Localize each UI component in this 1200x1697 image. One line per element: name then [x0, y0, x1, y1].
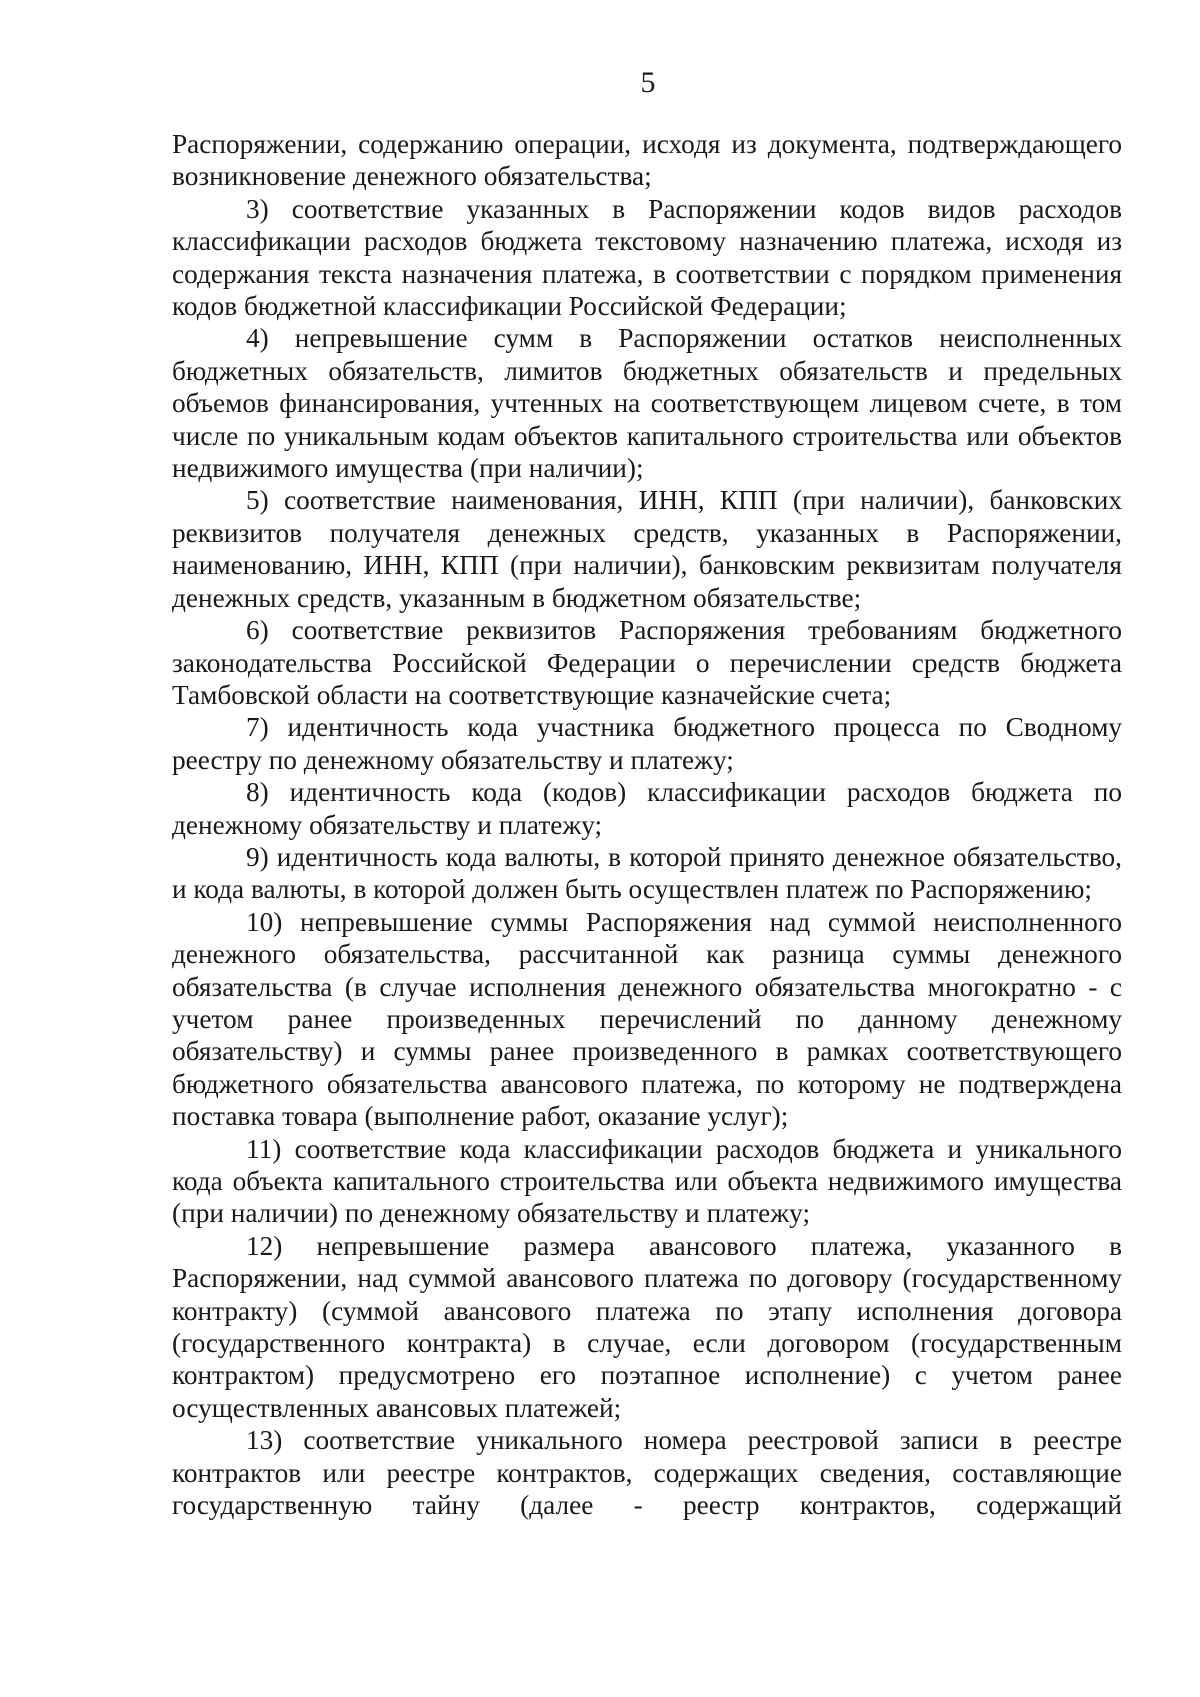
list-item-10: 10) непревышение суммы Распоряжения над суммой неисполненного денежного обязательства, рассчитанной как разница суммы денежного обязательства (в случае исполнения денежного обязательства многократно - с учетом ранее произведенных перечислений по данному денежному обязательству) и суммы ранее произведенного в рамках соответствующего бюджетного обязательства авансового платежа, по которому не подтверждена поставка товара (выполнение работ, оказание услуг);	[172, 906, 1122, 1132]
list-item-12: 12) непревышение размера авансового платежа, указанного в Распоряжении, над суммой авансового платежа по договору (государственному контракту) (суммой авансового платежа по этапу исполнения договора (государственного контракта) в случае, если договором (государственным контрактом) предусмотрено его поэтапное исполнение) с учетом ранее осуществленных авансовых платежей;	[172, 1230, 1122, 1423]
list-item-4: 4) непревышение сумм в Распоряжении остатков неисполненных бюджетных обязательств, лимитов бюджетных обязательств и предельных объемов финансирования, учтенных на соответствующем лицевом счете, в том числе по уникальным кодам объектов капитального строительства или объектов недвижимого имущества (при наличии);	[172, 323, 1122, 484]
list-item-5: 5) соответствие наименования, ИНН, КПП (при наличии), банковских реквизитов получателя денежных средств, указанных в Распоряжении, наименованию, ИНН, КПП (при наличии), банковским реквизитам получателя денежных средств, указанным в бюджетном обязательстве;	[172, 485, 1122, 613]
paragraph-continuation: Распоряжении, содержанию операции, исходя из документа, подтверждающего возникновение денежного обязательства;	[172, 129, 1122, 192]
page-number: 5	[640, 66, 656, 99]
list-item-11: 11) соответствие кода классификации расходов бюджета и уникального кода объекта капитального строительства или объекта недвижимого имущества (при наличии) по денежному обязательству и платежу;	[172, 1133, 1122, 1229]
list-item-6: 6) соответствие реквизитов Распоряжения требованиям бюджетного законодательства Российской Федерации о перечислении средств бюджета Тамбовской области на соответствующие казначейские счета;	[172, 615, 1122, 710]
list-item-3: 3) соответствие указанных в Распоряжении кодов видов расходов классификации расходов бюджета текстовому назначению платежа, исходя из содержания текста назначения платежа, в соответствии с порядком применения кодов бюджетной классификации Российской Федерации;	[172, 193, 1122, 322]
list-item-13: 13) соответствие уникального номера реестровой записи в реестре контрактов или реестре контрактов, содержащих сведения, составляющие государственную тайну (далее - реестр контрактов, содержащий	[172, 1425, 1122, 1521]
document-body	[172, 128, 1122, 1521]
list-item-7: 7) идентичность кода участника бюджетного процесса по Сводному реестру по денежному обязательству и платежу;	[172, 712, 1122, 775]
list-item-8: 8) идентичность кода (кодов) классификации расходов бюджета по денежному обязательству и платежу;	[172, 777, 1122, 840]
list-item-9: 9) идентичность кода валюты, в которой принято денежное обязательство, и кода валюты, в которой должен быть осуществлен платеж по Распоряжению;	[172, 841, 1122, 905]
